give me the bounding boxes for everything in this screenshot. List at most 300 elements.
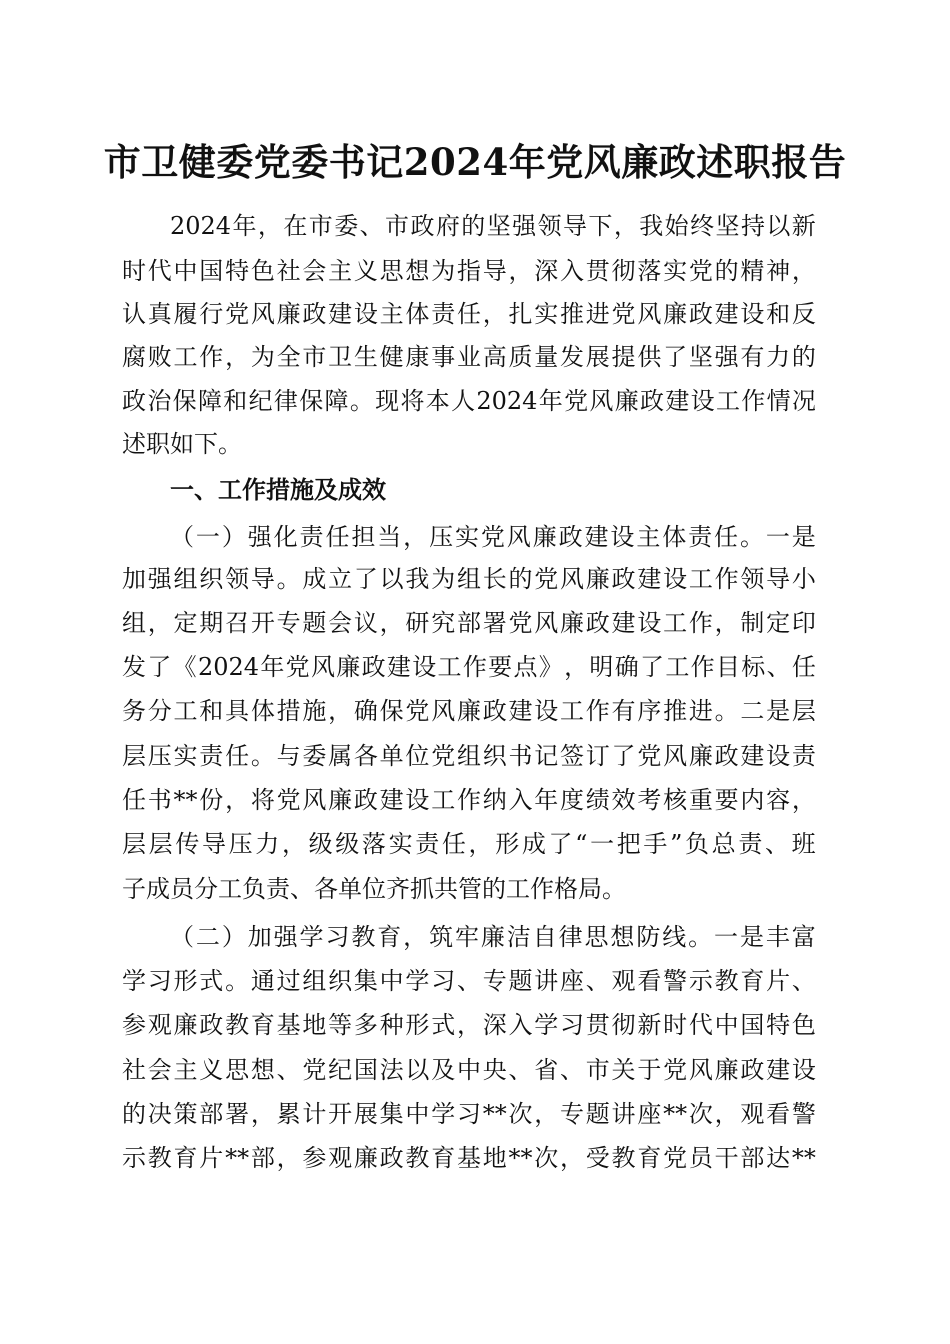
text-glyph: 、 [359, 212, 384, 240]
text-glyph: 设 [412, 653, 437, 681]
text-glyph: 压 [429, 523, 454, 551]
text-glyph: 发 [560, 343, 585, 371]
text-glyph: 将 [400, 387, 425, 415]
text-glyph: 次 [508, 1100, 533, 1128]
text-glyph: 国 [199, 257, 224, 285]
paragraph-line [122, 783, 816, 817]
text-glyph: 省 [534, 1056, 559, 1084]
text-glyph: 形 [405, 1011, 430, 1039]
text-glyph: ， [714, 1100, 739, 1128]
paragraph-line [122, 254, 816, 288]
text-glyph: 设 [405, 786, 430, 814]
text-glyph: ， [560, 1144, 585, 1172]
text-glyph: 廉 [585, 565, 610, 593]
text-glyph: 政 [379, 1144, 404, 1172]
text-glyph: 片 [199, 1144, 224, 1172]
text-glyph: 地 [482, 1144, 507, 1172]
text-glyph: ， [613, 212, 638, 240]
text-glyph: 主 [173, 1056, 198, 1084]
text-glyph: 贯 [585, 1011, 610, 1039]
text-glyph: 效 [611, 786, 636, 814]
text-glyph: 和 [223, 387, 248, 415]
text-glyph: 序 [637, 697, 662, 725]
text-glyph: 发 [122, 653, 146, 681]
text-glyph: 核 [663, 786, 688, 814]
text-glyph: 2024 [476, 387, 538, 415]
text-glyph: 体 [405, 300, 430, 328]
text-glyph: 坚 [715, 212, 740, 240]
text-glyph: 设 [740, 300, 765, 328]
text-glyph: 、 [766, 653, 791, 681]
text-glyph: 设 [690, 387, 715, 415]
text-glyph: 》 [538, 653, 563, 681]
text-glyph: 廉 [663, 300, 688, 328]
text-glyph: 示 [688, 967, 713, 995]
text-glyph: 国 [353, 1056, 378, 1084]
text-glyph: ， [403, 923, 428, 951]
text-glyph: 彻 [611, 257, 636, 285]
text-glyph: 会 [328, 609, 353, 637]
text-glyph: 开 [328, 1100, 353, 1128]
text-glyph: 部 [250, 1144, 275, 1172]
text-glyph: 纪 [248, 387, 273, 415]
text-glyph: 、 [764, 830, 789, 858]
text-glyph: 政 [640, 387, 665, 415]
text-glyph: 为 [431, 257, 456, 285]
text-glyph: 标 [741, 653, 766, 681]
paragraph-line [122, 964, 816, 998]
text-glyph: 传 [175, 830, 200, 858]
text-glyph: 教 [611, 1144, 636, 1172]
text-glyph: 干 [714, 1144, 739, 1172]
text-glyph: 线 [662, 923, 687, 951]
text-glyph: 全 [276, 343, 301, 371]
text-glyph: 情 [766, 387, 791, 415]
text-glyph: 党 [276, 786, 301, 814]
text-glyph: 确 [614, 653, 639, 681]
text-glyph: 败 [147, 343, 172, 371]
text-glyph: 次 [534, 1144, 559, 1172]
text-glyph: ， [468, 830, 493, 858]
text-glyph: 我 [639, 212, 664, 240]
text-glyph: 体 [250, 697, 275, 725]
text-glyph: 种 [379, 1011, 404, 1039]
text-glyph: ， [257, 212, 282, 240]
text-glyph: 落 [361, 830, 386, 858]
text-glyph: 认 [122, 300, 146, 328]
text-glyph: 分 [147, 697, 172, 725]
text-glyph: 市 [385, 212, 410, 240]
text-glyph: 建 [379, 786, 404, 814]
text-glyph: 习 [147, 967, 172, 995]
text-glyph: 建 [611, 609, 636, 637]
text-glyph: 观 [147, 1011, 172, 1039]
text-glyph: 作 [585, 697, 610, 725]
text-glyph: 责 [791, 742, 816, 770]
text-glyph: 作 [199, 343, 224, 371]
text-glyph: 入 [560, 257, 585, 285]
text-glyph: 建 [714, 300, 739, 328]
text-glyph: 层 [122, 830, 146, 858]
text-glyph: 事 [431, 343, 456, 371]
text-glyph: 终 [690, 212, 715, 240]
text-glyph: 富 [791, 923, 816, 951]
text-glyph: 中 [714, 1011, 739, 1039]
text-glyph: 一 [765, 523, 790, 551]
text-glyph: 工 [715, 387, 740, 415]
text-glyph: 于 [637, 1056, 662, 1084]
text-glyph: ” [670, 830, 683, 858]
text-glyph: 班 [791, 830, 816, 858]
text-glyph: 保 [299, 387, 324, 415]
text-glyph: ， [534, 1100, 559, 1128]
text-glyph: 政 [302, 300, 327, 328]
text-glyph: 真 [147, 300, 172, 328]
text-glyph: 。 [250, 742, 275, 770]
text-glyph: 印 [791, 609, 816, 637]
text-glyph: 腐 [122, 343, 146, 371]
text-glyph: 党 [285, 653, 310, 681]
text-glyph: 专 [560, 1100, 585, 1128]
text-glyph: 神 [766, 257, 791, 285]
paragraph-line [122, 739, 816, 773]
text-glyph: 是 [739, 923, 764, 951]
text-glyph: 任 [714, 523, 739, 551]
text-glyph: 观 [328, 1144, 353, 1172]
text-glyph: 点 [513, 653, 538, 681]
text-glyph: 学 [405, 967, 430, 995]
text-glyph: ， [564, 653, 589, 681]
text-glyph: 有 [740, 343, 765, 371]
text-glyph: 党 [663, 1144, 688, 1172]
paragraph-line [122, 297, 816, 331]
text-glyph: 市 [308, 212, 333, 240]
text-glyph: 工 [663, 609, 688, 637]
text-glyph: 工 [665, 653, 690, 681]
text-glyph: 党 [611, 300, 636, 328]
text-glyph: 质 [508, 343, 533, 371]
text-glyph: 强 [147, 565, 172, 593]
text-glyph: 参 [302, 1144, 327, 1172]
paragraph-line [122, 694, 816, 728]
text-glyph: 责 [299, 523, 324, 551]
text-glyph: 中 [456, 1056, 481, 1084]
text-glyph: ） [221, 923, 246, 951]
paragraph-line [122, 1097, 816, 1131]
text-glyph: 集 [353, 967, 378, 995]
text-glyph: 习 [325, 923, 350, 951]
text-glyph: 想 [250, 1056, 275, 1084]
text-glyph: 廉 [456, 697, 481, 725]
text-glyph: 持 [740, 212, 765, 240]
text-glyph: 工 [688, 565, 713, 593]
text-glyph: ， [281, 830, 306, 858]
text-glyph: 人 [451, 387, 476, 415]
text-glyph: 设 [663, 565, 688, 593]
text-glyph: 施 [302, 697, 327, 725]
text-glyph: 导 [201, 830, 226, 858]
text-glyph: 市 [585, 1056, 610, 1084]
text-glyph: 本 [425, 387, 450, 415]
text-glyph: 片 [766, 967, 791, 995]
text-glyph: 小 [791, 565, 816, 593]
text-glyph: 多 [353, 1011, 378, 1039]
text-glyph: 了 [353, 565, 378, 593]
text-glyph: 是 [766, 697, 791, 725]
text-glyph: 导 [766, 565, 791, 593]
text-glyph: 为 [431, 565, 456, 593]
text-glyph: 现 [375, 387, 400, 415]
text-glyph: 部 [740, 1144, 765, 1172]
text-glyph: 设 [353, 300, 378, 328]
text-glyph: 任 [122, 786, 146, 814]
text-glyph: 的 [122, 1100, 146, 1128]
paragraph-line [170, 920, 816, 954]
text-glyph: 习 [431, 967, 456, 995]
paragraph-line [122, 384, 816, 418]
text-glyph: 开 [250, 609, 275, 637]
text-glyph: 实 [173, 742, 198, 770]
text-glyph: 。 [714, 697, 739, 725]
text-glyph: 的 [461, 212, 486, 240]
text-glyph: 了 [640, 653, 665, 681]
text-glyph: 建 [740, 742, 765, 770]
text-glyph: 订 [585, 742, 610, 770]
text-glyph: 主 [379, 300, 404, 328]
text-glyph: 受 [585, 1144, 610, 1172]
text-glyph: ， [225, 786, 250, 814]
text-glyph: 作 [456, 786, 481, 814]
text-glyph: 风 [637, 300, 662, 328]
text-glyph: 份 [199, 786, 224, 814]
text-glyph: 织 [199, 565, 224, 593]
text-glyph: 书 [147, 786, 172, 814]
text-glyph: 党 [637, 742, 662, 770]
text-glyph: 康 [405, 343, 430, 371]
text-glyph: 学 [299, 923, 324, 951]
text-glyph: ， [508, 257, 533, 285]
text-glyph: 《 [172, 653, 197, 681]
text-glyph: 廉 [276, 300, 301, 328]
text-glyph: 、 [276, 1056, 301, 1084]
text-glyph: 目 [715, 653, 740, 681]
text-glyph: 组 [456, 742, 481, 770]
text-glyph: 导 [562, 212, 587, 240]
text-glyph: ** [663, 1100, 688, 1128]
text-glyph: 想 [610, 923, 635, 951]
text-glyph: 责 [431, 300, 456, 328]
text-glyph: 政 [410, 212, 435, 240]
text-glyph: 成 [302, 565, 327, 593]
text-glyph: 担 [351, 523, 376, 551]
text-glyph: 年 [534, 786, 559, 814]
text-glyph: 以 [766, 212, 791, 240]
text-glyph: 部 [199, 1100, 224, 1128]
text-glyph: 是 [791, 523, 816, 551]
text-glyph: 组 [456, 565, 481, 593]
text-glyph: 建 [508, 697, 533, 725]
text-glyph: 障 [324, 387, 349, 415]
text-glyph: ， [482, 300, 507, 328]
text-glyph: 代 [688, 1011, 713, 1039]
text-glyph: 入 [508, 786, 533, 814]
text-glyph: 政 [353, 786, 378, 814]
text-glyph: 廉 [714, 1056, 739, 1084]
text-glyph: 实 [454, 523, 479, 551]
text-glyph: 中 [405, 1100, 430, 1128]
text-glyph: 当 [377, 523, 402, 551]
text-glyph: 基 [456, 1144, 481, 1172]
text-glyph: 量 [534, 343, 559, 371]
text-glyph: 责 [738, 830, 763, 858]
text-glyph: 思 [379, 257, 404, 285]
text-glyph: 法 [379, 1056, 404, 1084]
text-glyph: 一 [195, 523, 220, 551]
text-glyph: 以 [405, 1056, 430, 1084]
text-glyph: 和 [766, 300, 791, 328]
text-glyph: 关 [611, 1056, 636, 1084]
text-glyph: 中 [173, 257, 198, 285]
text-glyph: 生 [353, 343, 378, 371]
text-glyph: 进 [688, 697, 713, 725]
text-glyph: 作 [714, 565, 739, 593]
text-glyph: 况 [791, 387, 816, 415]
text-glyph: 自 [532, 923, 557, 951]
text-glyph: 次 [688, 1100, 713, 1128]
text-glyph: 党 [508, 609, 533, 637]
text-glyph: 体 [662, 523, 687, 551]
text-glyph: 我 [405, 565, 430, 593]
text-glyph: 建 [637, 565, 662, 593]
text-glyph: 党 [688, 257, 713, 285]
paragraph-line [122, 340, 816, 374]
text-glyph: 讲 [611, 1100, 636, 1128]
text-glyph: 任 [441, 830, 466, 858]
text-glyph: 政 [199, 1011, 224, 1039]
text-glyph: 工 [560, 697, 585, 725]
text-glyph: 责 [415, 830, 440, 858]
text-glyph: 风 [688, 1056, 713, 1084]
text-glyph: 廉 [353, 1144, 378, 1172]
text-glyph: 作 [690, 653, 715, 681]
text-glyph: 育 [250, 1011, 275, 1039]
text-glyph: 坚 [688, 343, 713, 371]
text-glyph: 过 [276, 967, 301, 995]
text-glyph: 级 [308, 830, 333, 858]
text-glyph: 容 [766, 786, 791, 814]
text-glyph: 的 [714, 257, 739, 285]
text-glyph: 以 [379, 565, 404, 593]
text-glyph: 强 [512, 212, 537, 240]
text-glyph: 长 [482, 565, 507, 593]
text-glyph: 深 [482, 1011, 507, 1039]
text-glyph: （ [170, 923, 194, 951]
text-glyph: 育 [431, 1144, 456, 1172]
text-glyph: 的 [508, 565, 533, 593]
text-glyph: 党 [480, 523, 505, 551]
text-glyph: 专 [276, 609, 301, 637]
text-glyph: 建 [386, 653, 411, 681]
text-glyph: 究 [431, 609, 456, 637]
text-glyph: 强 [273, 923, 298, 951]
text-glyph: 任 [225, 742, 250, 770]
text-glyph: 育 [740, 967, 765, 995]
text-glyph: ** [508, 1144, 533, 1172]
text-glyph: 压 [228, 830, 253, 858]
text-glyph: 。 [739, 523, 764, 551]
text-glyph: 加 [247, 923, 272, 951]
text-glyph: 2024 [197, 653, 260, 681]
text-glyph: 署 [482, 609, 507, 637]
text-glyph: 新 [637, 1011, 662, 1039]
text-glyph: 书 [508, 742, 533, 770]
text-glyph: 织 [328, 967, 353, 995]
text-glyph: 党 [663, 1056, 688, 1084]
text-glyph: 党 [302, 1056, 327, 1084]
text-glyph: 廉 [336, 653, 361, 681]
text-glyph: 了 [663, 343, 688, 371]
text-glyph: 单 [379, 742, 404, 770]
text-glyph: 。 [276, 565, 301, 593]
paragraph-line [122, 1141, 816, 1175]
text-glyph: 入 [508, 1011, 533, 1039]
text-glyph: 反 [791, 300, 816, 328]
text-glyph: 政 [585, 609, 610, 637]
text-glyph: 指 [456, 257, 481, 285]
text-glyph: 要 [714, 786, 739, 814]
text-glyph: 习 [560, 1011, 585, 1039]
text-glyph: 措 [276, 697, 301, 725]
text-glyph: ， [147, 609, 172, 637]
text-glyph: 思 [584, 923, 609, 951]
text-glyph: 风 [310, 653, 335, 681]
text-glyph: 领 [740, 565, 765, 593]
text-glyph: 加 [122, 565, 146, 593]
text-glyph: 座 [560, 967, 585, 995]
text-glyph: 等 [328, 1011, 353, 1039]
text-glyph: 新 [791, 212, 816, 240]
text-glyph: 属 [328, 742, 353, 770]
text-glyph: 绩 [585, 786, 610, 814]
text-glyph: 题 [508, 967, 533, 995]
text-glyph: 政 [558, 523, 583, 551]
text-glyph: 手 [643, 830, 668, 858]
text-glyph: 政 [361, 653, 386, 681]
text-glyph: 思 [225, 1056, 250, 1084]
text-glyph: 。 [349, 387, 374, 415]
text-glyph: 风 [663, 742, 688, 770]
text-glyph: 、 [791, 967, 816, 995]
text-glyph: 为 [250, 343, 275, 371]
text-glyph: 务 [122, 697, 146, 725]
paragraph-line [122, 606, 816, 640]
text-glyph: 工 [437, 653, 462, 681]
text-glyph: 示 [122, 1144, 146, 1172]
text-glyph: 廉 [614, 387, 639, 415]
text-glyph: 决 [147, 1100, 172, 1128]
text-glyph: ， [456, 1011, 481, 1039]
text-glyph: 要 [488, 653, 513, 681]
text-glyph: 有 [611, 697, 636, 725]
text-glyph: 将 [250, 786, 275, 814]
text-glyph: 筑 [429, 923, 454, 951]
text-glyph: 任 [791, 653, 816, 681]
paragraph-line [170, 209, 816, 243]
text-glyph: 实 [534, 300, 559, 328]
text-glyph: 年 [538, 387, 563, 415]
text-glyph: 警 [663, 967, 688, 995]
text-glyph: ， [250, 1100, 275, 1128]
